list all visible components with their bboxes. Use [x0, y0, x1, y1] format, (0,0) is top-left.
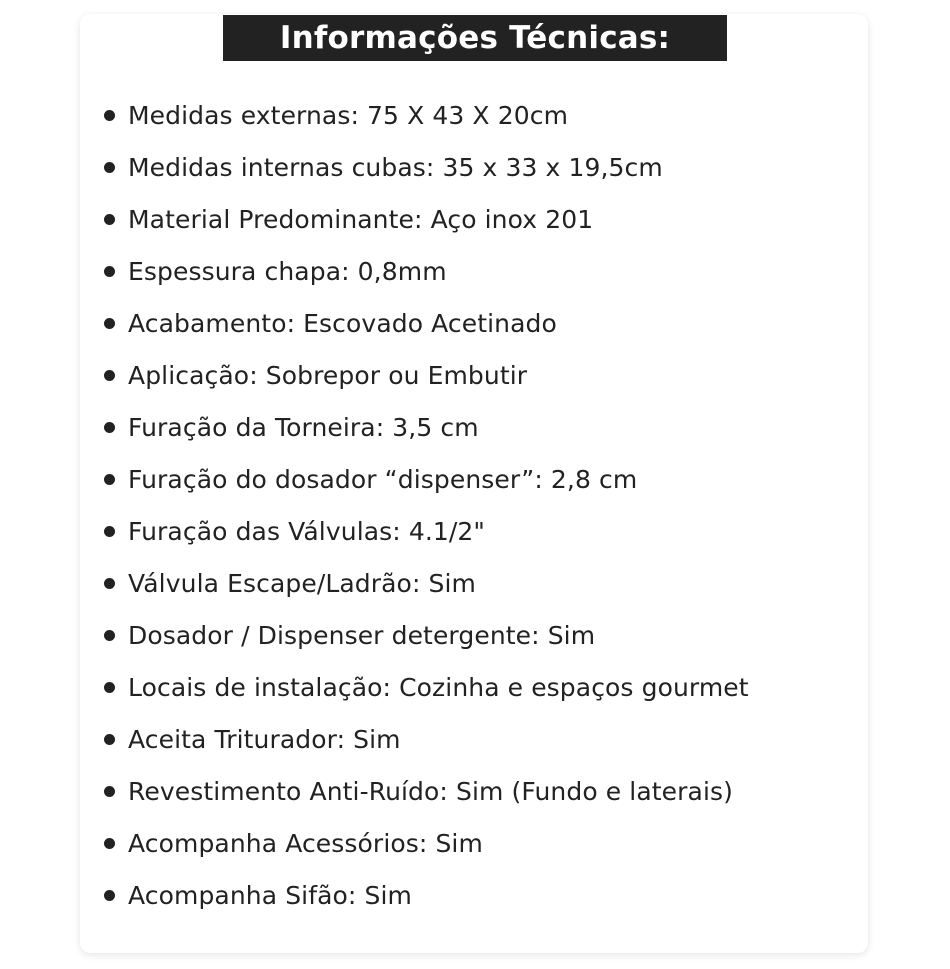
spec-text: Furação da Torneira: 3,5 cm [128, 412, 479, 442]
spec-item [104, 817, 749, 869]
spec-item [104, 193, 749, 245]
bullet-icon [104, 422, 115, 433]
bullet-icon [104, 526, 115, 537]
spec-item [104, 453, 749, 505]
spec-item [104, 401, 749, 453]
bullet-icon [104, 890, 115, 901]
bullet-icon [104, 474, 115, 485]
spec-text: Medidas externas: 75 X 43 X 20cm [128, 100, 569, 130]
spec-item [104, 505, 749, 557]
spec-text: Locais de instalação: Cozinha e espaços gourmet [128, 672, 749, 702]
bullet-icon [104, 266, 115, 277]
spec-item [104, 869, 749, 921]
spec-item [104, 557, 749, 609]
spec-item [104, 765, 749, 817]
bullet-icon [104, 578, 115, 589]
spec-text: Válvula Escape/Ladrão: Sim [128, 568, 476, 598]
section-title: Informações Técnicas: [279, 20, 671, 56]
bullet-icon [104, 838, 115, 849]
spec-item [104, 141, 749, 193]
spec-text: Medidas internas cubas: 35 x 33 x 19,5cm [128, 152, 663, 182]
bullet-icon [104, 682, 115, 693]
spec-list [104, 89, 749, 921]
spec-item [104, 245, 749, 297]
title-banner [223, 15, 727, 61]
spec-text: Acabamento: Escovado Acetinado [128, 308, 557, 338]
spec-item [104, 349, 749, 401]
bullet-icon [104, 110, 115, 121]
bullet-icon [104, 162, 115, 173]
spec-item [104, 297, 749, 349]
spec-text: Revestimento Anti-Ruído: Sim (Fundo e laterais) [128, 776, 733, 806]
bullet-icon [104, 318, 115, 329]
spec-text: Aceita Triturador: Sim [128, 724, 401, 754]
spec-text: Furação do dosador “dispenser”: 2,8 cm [128, 464, 638, 494]
spec-text: Acompanha Acessórios: Sim [128, 828, 483, 858]
spec-item [104, 89, 749, 141]
spec-text: Dosador / Dispenser detergente: Sim [128, 620, 596, 650]
spec-item [104, 661, 749, 713]
spec-text: Material Predominante: Aço inox 201 [128, 204, 594, 234]
spec-text: Furação das Válvulas: 4.1/2" [128, 516, 486, 546]
bullet-icon [104, 630, 115, 641]
spec-text: Espessura chapa: 0,8mm [128, 256, 447, 286]
bullet-icon [104, 734, 115, 745]
bullet-icon [104, 214, 115, 225]
spec-text: Aplicação: Sobrepor ou Embutir [128, 360, 528, 390]
bullet-icon [104, 786, 115, 797]
spec-item [104, 713, 749, 765]
spec-text: Acompanha Sifão: Sim [128, 880, 412, 910]
bullet-icon [104, 370, 115, 381]
spec-item [104, 609, 749, 661]
